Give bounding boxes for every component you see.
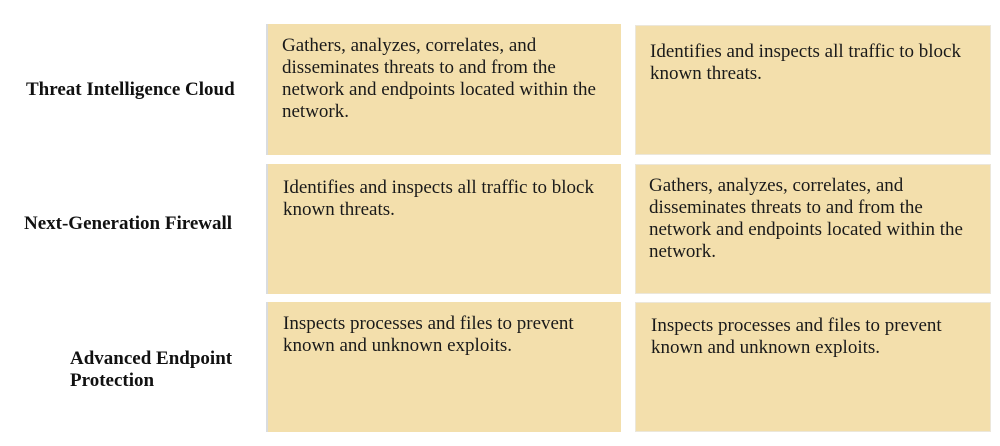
row-label-line: Protection bbox=[70, 370, 155, 391]
row-label-advanced-endpoint-protection bbox=[70, 348, 260, 392]
row-label-next-generation-firewall: Next-Generation Firewall bbox=[24, 213, 233, 234]
row-label-line: Advanced Endpoint bbox=[70, 348, 233, 369]
option-box-gathers-analyzes[interactable] bbox=[266, 24, 621, 155]
option-text: Gathers, analyzes, correlates, and disseminates threats to and from the network and endpoints located within the network. bbox=[282, 35, 596, 122]
option-text: Identifies and inspects all traffic to block known threats. bbox=[283, 177, 594, 220]
option-text: Inspects processes and files to prevent known and unknown exploits. bbox=[283, 313, 574, 356]
option-text: Gathers, analyzes, correlates, and disseminates threats to and from the network and endpoints located within the network. bbox=[649, 175, 963, 262]
option-box-inspects-processes[interactable] bbox=[266, 302, 621, 432]
row-label-threat-intelligence-cloud: Threat Intelligence Cloud bbox=[26, 79, 235, 100]
option-text: Inspects processes and files to prevent known and unknown exploits. bbox=[651, 315, 942, 358]
option-box-gathers-analyzes[interactable] bbox=[635, 164, 991, 294]
option-box-identifies-inspects[interactable] bbox=[266, 164, 621, 294]
option-text: Identifies and inspects all traffic to block known threats. bbox=[650, 41, 961, 84]
option-box-inspects-processes[interactable] bbox=[635, 302, 991, 432]
option-box-identifies-inspects[interactable] bbox=[635, 25, 991, 155]
